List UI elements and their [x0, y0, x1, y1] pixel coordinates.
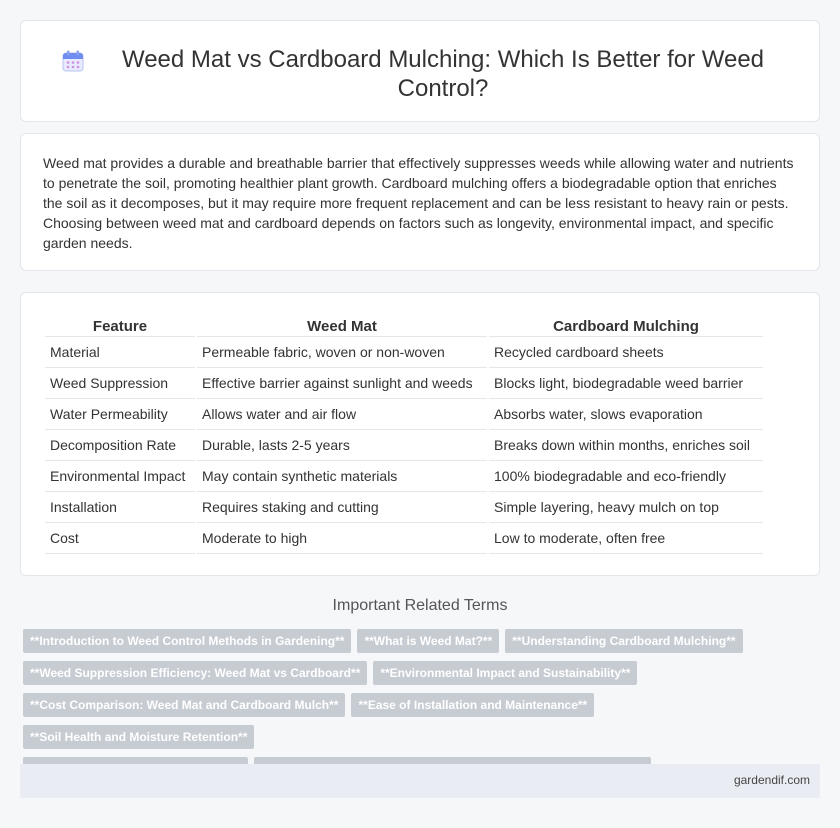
page-title: Weed Mat vs Cardboard Mulching: Which Is Better for Weed Control? — [121, 46, 765, 102]
related-term-tag[interactable]: **Ease of Installation and Maintenance** — [351, 693, 594, 717]
table-row — [45, 461, 763, 492]
intro-paragraph: Weed mat provides a durable and breathable barrier that effectively suppresses weeds while allowing water and nutrients to penetrate the soil, promoting healthier plant growth. Cardboard mulching offers a biodegradable option that enriches the soil as it decomposes, but it may require more frequent replacement and can be less resistant to heavy rain or pests. Choosing between weed mat and cardboard depends on factors such as longevity, environmental impact, and specific garden needs. — [43, 155, 794, 251]
footer-site-link[interactable]: gardendif.com — [733, 773, 810, 787]
related-terms-title: Important Related Terms — [332, 597, 508, 614]
feature-cell: Decomposition Rate — [45, 430, 195, 461]
table-row — [45, 430, 763, 461]
comparison-table — [43, 315, 765, 554]
table-row — [45, 492, 763, 523]
related-term-tag[interactable]: **Cost Comparison: Weed Mat and Cardboard Mulch** — [23, 693, 345, 717]
cardboard-cell: Absorbs water, slows evaporation — [489, 399, 763, 430]
cardboard-cell: 100% biodegradable and eco-friendly — [489, 461, 763, 492]
header-weed-mat: Weed Mat — [197, 315, 487, 337]
weed-mat-cell: Effective barrier against sunlight and weeds — [197, 368, 487, 399]
weed-mat-cell: Durable, lasts 2-5 years — [197, 430, 487, 461]
weed-mat-cell: May contain synthetic materials — [197, 461, 487, 492]
cardboard-cell: Blocks light, biodegradable weed barrier — [489, 368, 763, 399]
footer — [20, 764, 820, 798]
header-feature: Feature — [45, 315, 195, 337]
cardboard-cell: Recycled cardboard sheets — [489, 337, 763, 368]
cardboard-cell: Breaks down within months, enriches soil — [489, 430, 763, 461]
feature-cell: Material — [45, 337, 195, 368]
calendar-icon — [61, 49, 85, 73]
feature-cell: Environmental Impact — [45, 461, 195, 492]
related-term-tag[interactable]: **Soil Health and Moisture Retention** — [23, 725, 254, 749]
weed-mat-cell: Permeable fabric, woven or non-woven — [197, 337, 487, 368]
related-term-tag[interactable]: **Weed Suppression Efficiency: Weed Mat vs Cardboard** — [23, 661, 367, 685]
table-header-row — [45, 315, 763, 337]
feature-cell: Cost — [45, 523, 195, 554]
cardboard-cell: Low to moderate, often free — [489, 523, 763, 554]
feature-cell: Installation — [45, 492, 195, 523]
related-term-tag[interactable]: **What is Weed Mat?** — [357, 629, 499, 653]
weed-mat-cell: Allows water and air flow — [197, 399, 487, 430]
table-row — [45, 399, 763, 430]
intro-card — [20, 133, 820, 271]
weed-mat-cell: Moderate to high — [197, 523, 487, 554]
header-cardboard: Cardboard Mulching — [489, 315, 763, 337]
related-term-tag[interactable]: **Understanding Cardboard Mulching** — [505, 629, 742, 653]
related-term-tag[interactable]: **Introduction to Weed Control Methods in Gardening** — [23, 629, 351, 653]
related-term-tag[interactable]: **Environmental Impact and Sustainability** — [373, 661, 637, 685]
table-row — [45, 337, 763, 368]
comparison-card — [20, 292, 820, 576]
feature-cell: Weed Suppression — [45, 368, 195, 399]
table-row — [45, 368, 763, 399]
table-row — [45, 523, 763, 554]
cardboard-cell: Simple layering, heavy mulch on top — [489, 492, 763, 523]
title-card — [20, 20, 820, 122]
feature-cell: Water Permeability — [45, 399, 195, 430]
weed-mat-cell: Requires staking and cutting — [197, 492, 487, 523]
